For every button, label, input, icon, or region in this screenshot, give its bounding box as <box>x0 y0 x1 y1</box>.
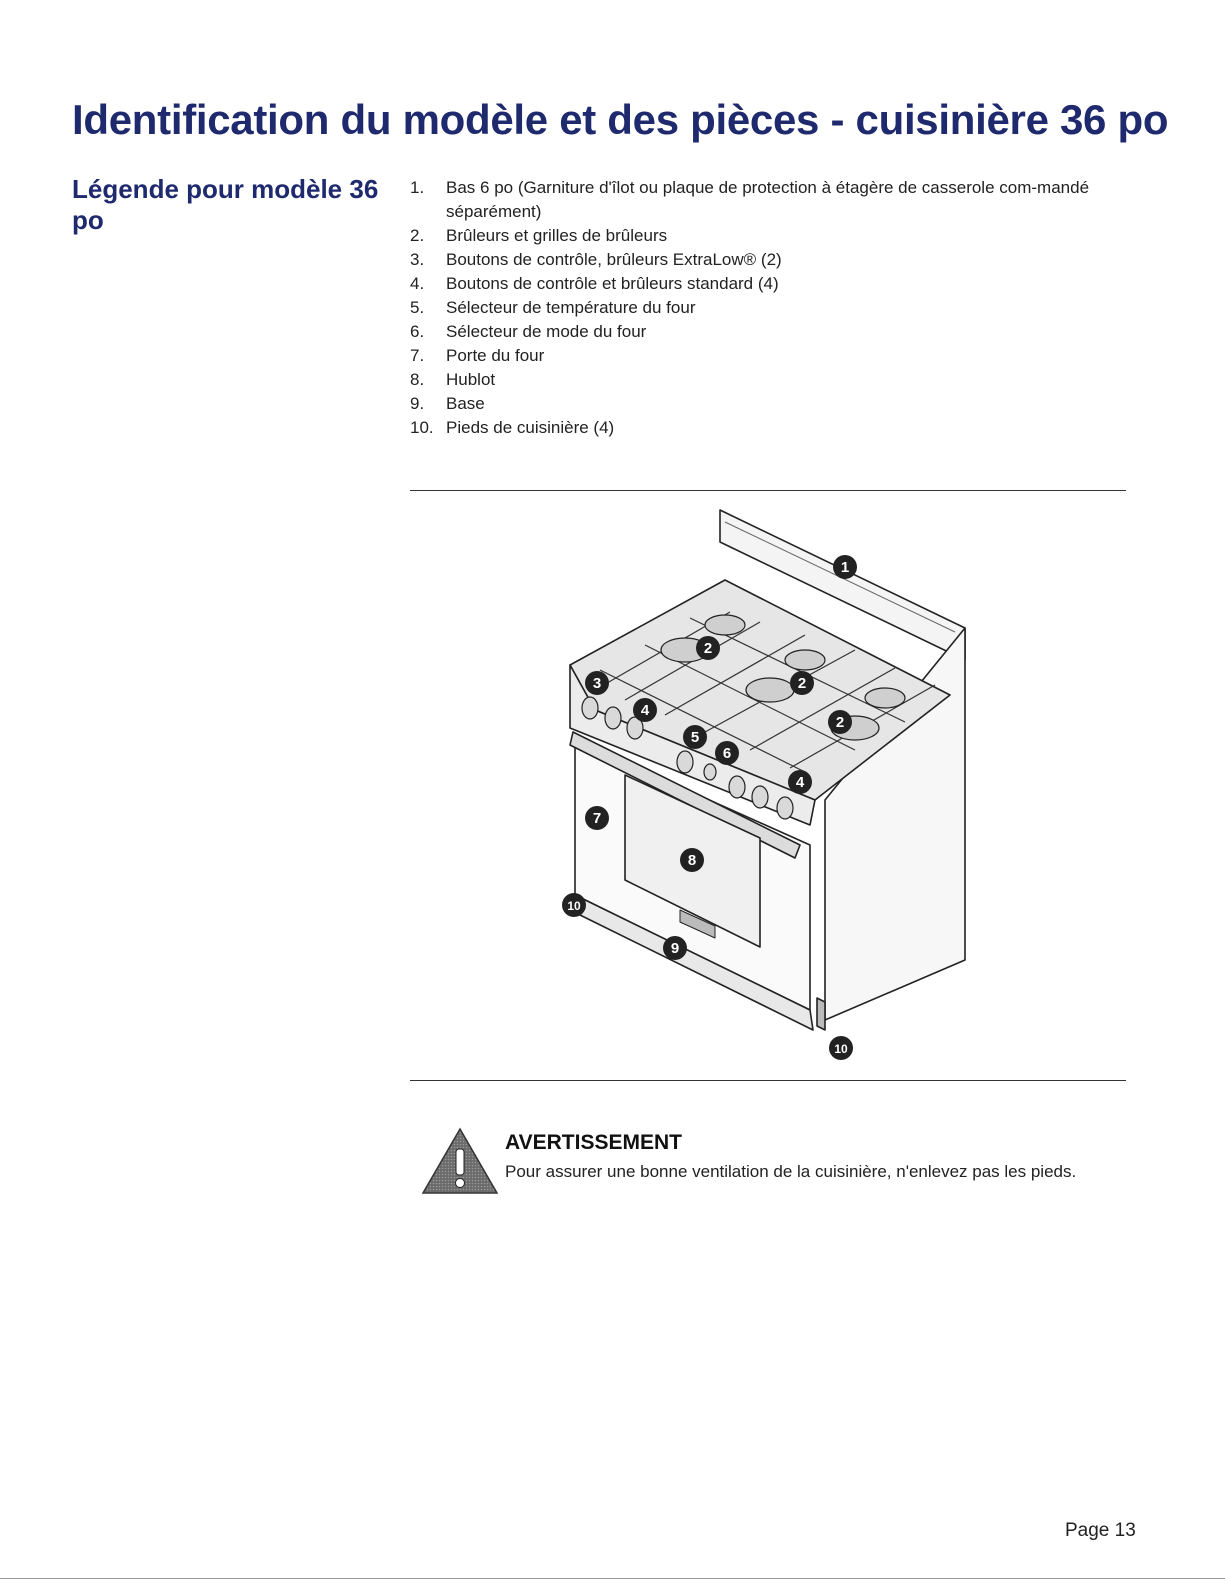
callout-6 <box>715 741 739 765</box>
page-number: Page 13 <box>1065 1520 1136 1541</box>
legend-item <box>410 224 1140 248</box>
callout-1-label: 1 <box>840 559 850 576</box>
warning-box <box>420 1125 1140 1225</box>
page-title: Identification du modèle et des pièces - cuisinière 36 po <box>72 96 1169 143</box>
legend-item-number: 10. <box>410 418 434 437</box>
legend-item-text: Boutons de contrôle et brûleurs standard (4) <box>446 274 779 293</box>
warning-triangle-icon <box>420 1125 500 1197</box>
callout-2 <box>790 671 814 695</box>
legend-item-number: 3. <box>410 250 425 269</box>
callout-1 <box>833 555 857 579</box>
legend-item <box>410 392 1140 416</box>
callout-2-label: 2 <box>703 640 713 657</box>
legend-item-text: Pieds de cuisinière (4) <box>446 418 615 437</box>
callout-2 <box>828 710 852 734</box>
legend-item-number: 7. <box>410 346 425 365</box>
legend-item-text: Porte du four <box>446 346 545 365</box>
legend-item-text: Sélecteur de mode du four <box>446 322 647 341</box>
callout-2-label: 2 <box>835 714 845 731</box>
callout-9-label: 9 <box>670 940 680 957</box>
callout-6-label: 6 <box>722 745 732 762</box>
callout-10-label: 10 <box>567 899 581 913</box>
legend-item-number: 4. <box>410 274 425 293</box>
page-bottom-border <box>0 1578 1225 1579</box>
legend-item <box>410 320 1140 344</box>
legend-item-number: 8. <box>410 370 425 389</box>
warning-text: Pour assurer une bonne ventilation de la cuisinière, n'enlevez pas les pieds. <box>505 1162 1077 1181</box>
figure-top-rule <box>410 490 1126 491</box>
callout-7-label: 7 <box>592 810 602 827</box>
callout-10 <box>829 1036 853 1060</box>
legend-item-text: Bas 6 po (Garniture d'îlot ou plaque de protection à étagère de casserole com-mandé séparément) <box>446 178 1090 221</box>
legend-item-text: Base <box>446 394 485 413</box>
legend-heading: Légende pour modèle 36 po <box>72 174 379 235</box>
legend-item <box>410 368 1140 392</box>
callout-8-label: 8 <box>687 852 697 869</box>
legend-item <box>410 248 1140 272</box>
callout-5-label: 5 <box>690 729 700 746</box>
legend-item-text: Sélecteur de température du four <box>446 298 696 317</box>
legend-list <box>410 176 1140 440</box>
legend-item <box>410 344 1140 368</box>
callout-10 <box>562 893 586 917</box>
callout-3 <box>585 671 609 695</box>
legend-item-text: Boutons de contrôle, brûleurs ExtraLow® (2) <box>446 250 782 269</box>
legend-item-number: 6. <box>410 322 425 341</box>
callout-2-label: 2 <box>797 675 807 692</box>
legend-item-number: 2. <box>410 226 425 245</box>
callout-10-label: 10 <box>834 1042 848 1056</box>
legend-item-number: 5. <box>410 298 425 317</box>
figure-bottom-rule <box>410 1080 1126 1081</box>
legend-item <box>410 416 1140 440</box>
callout-7 <box>585 806 609 830</box>
warning-title: AVERTISSEMENT <box>505 1131 682 1154</box>
legend-item-number: 9. <box>410 394 425 413</box>
callout-9 <box>663 936 687 960</box>
callout-4-label: 4 <box>795 774 805 791</box>
legend-item-text: Hublot <box>446 370 496 389</box>
callout-5 <box>683 725 707 749</box>
range-illustration <box>555 500 975 1075</box>
callout-4 <box>788 770 812 794</box>
callout-4 <box>633 698 657 722</box>
legend-item <box>410 272 1140 296</box>
callout-2 <box>696 636 720 660</box>
legend-item-text: Brûleurs et grilles de brûleurs <box>446 226 668 245</box>
callout-8 <box>680 848 704 872</box>
callout-4-label: 4 <box>640 702 650 719</box>
callout-3-label: 3 <box>592 675 602 692</box>
legend-item <box>410 176 1140 224</box>
legend-item <box>410 296 1140 320</box>
legend-item-number: 1. <box>410 178 425 197</box>
